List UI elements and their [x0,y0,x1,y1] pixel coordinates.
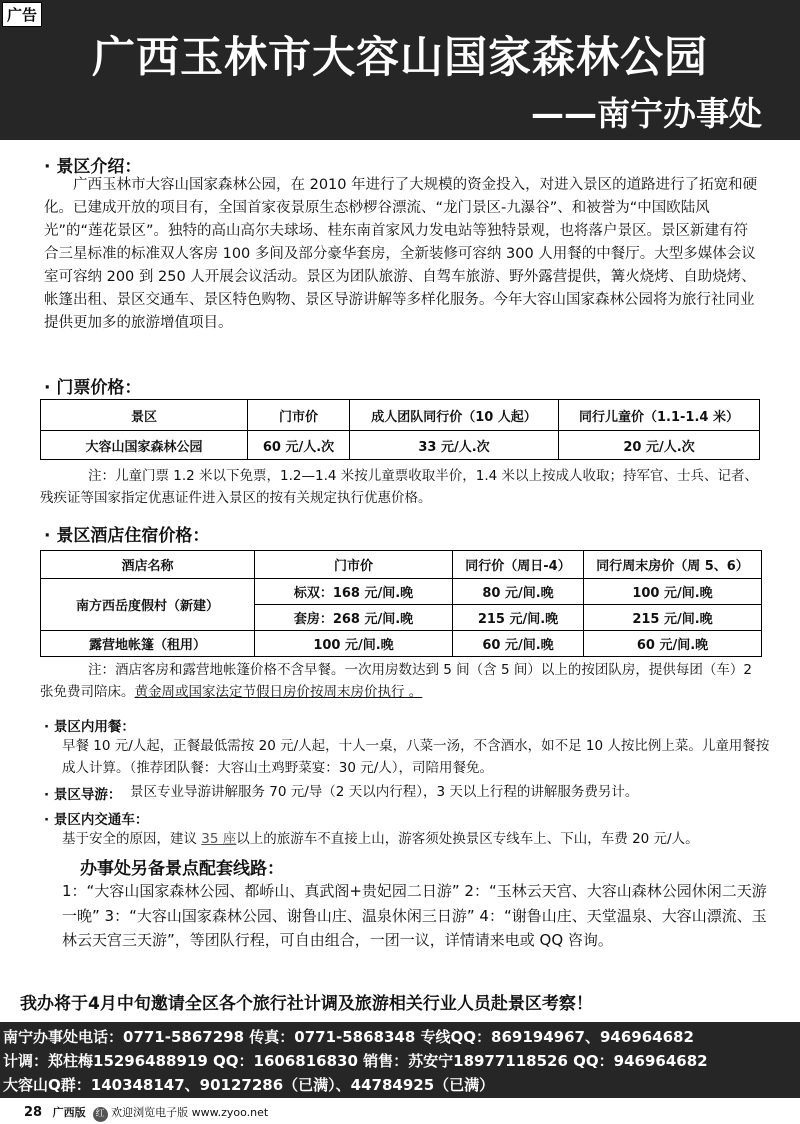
hotel-cell: 60 元/间.晚 [584,631,762,657]
ticket-note: 注：儿童门票 1.2 米以下免票，1.2—1.4 米按儿童票收取半价，1.4 米以上按成人收取；持军官、士兵、记者、残疾证等国家指定优惠证件进入景区的按有关规定执行优惠价格。 [40,468,759,506]
meals-heading: · 景区内用餐： [44,719,135,735]
routes-text: 1：“大容山国家森林公园、都峤山、真武阁+贵妃园二日游” 2：“玉林云天宫、大容山森林公园休闲二天游一晚” 3：“大容山国家森林公园、谢鲁山庄、温泉休闲三日游” 4：“谢鲁山庄、天堂温泉、大容山漂流、玉林云天宫三天游”，等团队行程，可自由组合，一团一议，详情请来电或 QQ 咨询。 [62,882,767,949]
hotel-cell: 215 元/间.晚 [453,605,584,631]
header-banner [0,0,800,140]
hotel-name-cell: 露营地帐篷（租用） [41,631,255,657]
hotel-cell: 80 元/间.晚 [453,579,584,605]
hotel-header-cell: 同行价（周日-4） [453,551,584,579]
intro-heading: · 景区介绍： [44,157,142,177]
hotel-header-cell: 酒店名称 [41,551,255,579]
footer-qq-groups: 大容山Q群：140348147、90127286（已满）、44784925（已满） [3,1076,495,1094]
ticket-cell: 33 元/人.次 [350,431,559,460]
ticket-header-cell: 成人团队同行价（10 人起） [350,400,559,431]
contact-footer [0,1022,800,1098]
hotel-note-main: 注：酒店客房和露营地帐篷价格不含早餐。一次用房数达到 5 间（含 5 间）以上的按团队房，提供每团（车）2 张免费司陪床。 [40,662,752,700]
edition-badge: 红 [93,1107,108,1122]
content-area [0,140,800,1020]
hotel-table [40,550,762,657]
ticket-header-cell: 景区 [41,400,248,431]
hotel-name-cell: 南方西岳度假村（新建） [41,579,255,631]
invite-text: 我办将于4月中旬邀请全区各个旅行社计调及旅游相关行业人员赴景区考察！ [20,994,593,1014]
hotel-header-cell: 同行周末房价（周 5、6） [584,551,762,579]
hotel-cell: 标双：168 元/间.晚 [255,579,453,605]
edition-label: 广西版 [52,1106,86,1119]
ticket-cell: 20 元/人.次 [559,431,760,460]
page-title: 广西玉林市大容山国家森林公园 [92,33,708,83]
hotel-note-holiday: 黄金周或国家法定节假日房价按周末房价执行 。 [134,683,423,700]
footer-office-contact: 南宁办事处电话：0771-5867298 传真：0771-5868348 专线QQ：869194967、946964682 [3,1028,694,1046]
meals-text: 早餐 10 元/人起，正餐最低需按 20 元/人起，十人一桌，八菜一汤，不含酒水，如不足 10 人按比例上菜。儿童用餐按成人计算。（推荐团队餐：大容山土鸡野菜宴：30 元/人），司陪用餐免。 [62,738,770,776]
page-footer [24,1104,268,1122]
transport-text-part: 以上的旅游车不直接上山，游客须处换景区专线车上、下山，车费 20 元/人。 [236,831,699,847]
transport-seat-count: 35 座 [201,831,237,847]
transport-heading: · 景区内交通车： [44,812,149,828]
transport-text [62,829,770,851]
page-number: 28 [24,1105,43,1120]
guide-heading: · 景区导游： [44,787,122,803]
ticket-heading: · 门票价格： [44,378,142,398]
hotel-cell: 100 元/间.晚 [584,579,762,605]
hotel-header-cell: 门市价 [255,551,453,579]
hotel-heading: · 景区酒店住宿价格： [44,526,210,546]
ticket-cell: 60 元/人.次 [248,431,350,460]
hotel-cell: 215 元/间.晚 [584,605,762,631]
ticket-cell: 大容山国家森林公园 [41,431,248,460]
guide-text: 景区专业导游讲解服务 70 元/导（2 天以内行程），3 天以上行程的讲解服务费另计。 [130,784,639,800]
ticket-table [40,399,760,460]
transport-text-part: 基于安全的原因，建议 [62,831,202,847]
hotel-cell: 60 元/间.晚 [453,631,584,657]
hotel-note [40,660,762,703]
site-slogan: 欢迎浏览电子版 www.zyoo.net [111,1106,269,1119]
intro-text: 广西玉林市大容山国家森林公园，在 2010 年进行了大规模的资金投入，对进入景区的道路进行了拓宽和硬化。已建成开放的项目有，全国首家夜景原生态桫椤谷漂流、“龙门景区-九瀑谷”、和被誉为“中国欧陆风光”的“莲花景区”。独特的高山高尔夫球场、桂东南首家风力发电站等独特景观，也将落户景区。景区新建有符合三星标准的标准双人客房 100 多间及部分豪华套房，全新装修可容纳 300 人用餐的中餐厅。大型多媒体会议室可容纳 200 到 250 人开展会议活动。景区为团队旅游、自驾车旅游、野外露营提供，篝火烧烤、自助烧烤、帐篷出租、景区交通车、景区特色购物、景区导游讲解等多样化服务。今年大容山国家森林公园将为旅行社同业提供更加多的旅游增值项目。 [44,177,758,331]
footer-staff-contact: 计调：郑柱梅15296488919 QQ：1606816830 销售：苏安宁18977118526 QQ：946964682 [3,1052,708,1070]
ticket-header-cell: 门市价 [248,400,350,431]
ticket-header-cell: 同行儿童价（1.1-1.4 米） [559,400,760,431]
hotel-cell: 套房：268 元/间.晚 [255,605,453,631]
ad-tag: 广告 [2,2,42,27]
hotel-cell: 100 元/间.晚 [255,631,453,657]
page-subtitle: ——南宁办事处 [531,94,762,133]
routes-heading: 办事处另备景点配套线路： [80,859,284,879]
